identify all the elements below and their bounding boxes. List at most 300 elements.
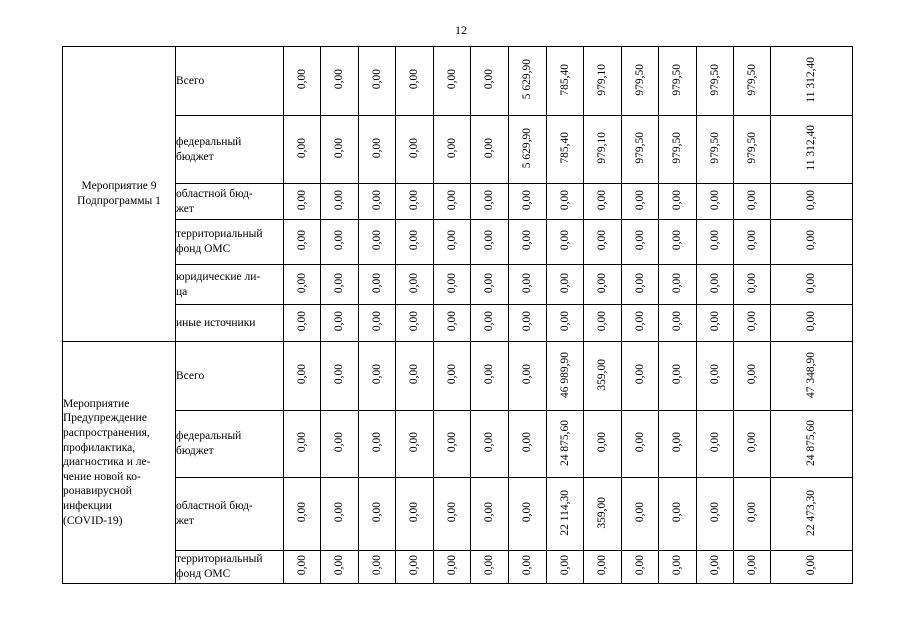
amount-cell: [697, 265, 734, 305]
amount-cell: [697, 478, 734, 551]
amount-cell: [697, 184, 734, 220]
amount-cell: [359, 220, 396, 265]
amount-value: 785,40: [558, 63, 571, 96]
amount-value: 0,00: [295, 69, 308, 90]
amount-cell: [321, 184, 359, 220]
funding-source-cell: территориальный фонд ОМС: [176, 551, 284, 584]
amount-value: 0,00: [521, 432, 533, 453]
amount-cell: [284, 411, 321, 478]
amount-value: 0,00: [805, 555, 817, 576]
amount-value: 0,00: [483, 555, 495, 576]
table-row: [63, 342, 853, 411]
amount-cell: [396, 411, 434, 478]
amount-cell: [622, 265, 659, 305]
amount-cell: [434, 342, 471, 411]
amount-cell: [659, 116, 697, 184]
amount-value: 0,00: [633, 272, 646, 294]
amount-cell: [509, 184, 547, 220]
amount-value: 0,00: [805, 189, 817, 211]
amount-value: 0,00: [445, 432, 458, 453]
amount-value: 0,00: [558, 189, 571, 211]
amount-cell: [771, 184, 853, 220]
amount-value: 0,00: [596, 230, 608, 251]
table-row: [63, 184, 853, 220]
amount-value: 0,00: [295, 432, 308, 453]
amount-value: 0,00: [483, 69, 495, 90]
amount-cell: [284, 265, 321, 305]
amount-cell: [359, 342, 396, 411]
amount-value: 979,50: [708, 63, 721, 96]
table-row: [63, 478, 853, 551]
amount-value: 0,00: [558, 272, 571, 294]
amount-value: 979,50: [633, 63, 646, 96]
amount-value: 0,00: [333, 272, 345, 294]
amount-cell: [434, 116, 471, 184]
amount-value: 979,10: [596, 132, 608, 164]
page-number: 12: [455, 23, 467, 37]
amount-cell: [321, 47, 359, 116]
amount-cell: [471, 342, 509, 411]
amount-cell: [584, 47, 622, 116]
amount-value: 979,50: [671, 63, 683, 96]
amount-cell: [734, 220, 771, 265]
amount-cell: [359, 116, 396, 184]
amount-value: 0,00: [805, 272, 817, 294]
amount-cell: [734, 47, 771, 116]
amount-cell: [471, 411, 509, 478]
amount-value: 0,00: [708, 311, 721, 332]
amount-cell: [321, 411, 359, 478]
funding-table-body: [63, 47, 853, 584]
amount-value: 0,00: [445, 69, 458, 90]
amount-value: 0,00: [708, 230, 721, 251]
amount-cell: [734, 305, 771, 342]
amount-cell: [471, 116, 509, 184]
amount-cell: [659, 411, 697, 478]
amount-value: 0,00: [521, 311, 533, 332]
amount-cell: [509, 220, 547, 265]
amount-value: 0,00: [745, 272, 758, 294]
amount-value: 0,00: [671, 272, 683, 294]
amount-cell: [622, 116, 659, 184]
amount-value: 0,00: [370, 230, 383, 251]
amount-cell: [471, 478, 509, 551]
amount-value: 0,00: [671, 189, 683, 211]
amount-cell: [321, 478, 359, 551]
amount-cell: [584, 220, 622, 265]
amount-value: 24 875,60: [805, 419, 817, 466]
amount-value: 0,00: [745, 189, 758, 211]
amount-cell: [284, 305, 321, 342]
amount-cell: [547, 116, 584, 184]
amount-cell: [547, 478, 584, 551]
amount-cell: [547, 305, 584, 342]
amount-value: 0,00: [596, 272, 608, 294]
amount-cell: [584, 411, 622, 478]
amount-value: 0,00: [408, 230, 420, 251]
amount-value: 0,00: [408, 272, 420, 294]
amount-cell: [659, 478, 697, 551]
amount-cell: [471, 551, 509, 584]
amount-cell: [547, 342, 584, 411]
amount-cell: [547, 184, 584, 220]
amount-cell: [471, 47, 509, 116]
amount-cell: [284, 116, 321, 184]
amount-value: 0,00: [370, 272, 383, 294]
amount-value: 0,00: [445, 364, 458, 385]
amount-value: 0,00: [671, 502, 683, 523]
amount-cell: [509, 342, 547, 411]
amount-cell: [622, 305, 659, 342]
amount-value: 5 629,90: [521, 59, 533, 100]
amount-value: 0,00: [408, 189, 420, 211]
amount-cell: [471, 220, 509, 265]
amount-value: 0,00: [408, 137, 420, 159]
amount-cell: [434, 411, 471, 478]
amount-value: 0,00: [521, 502, 533, 523]
amount-value: 0,00: [445, 137, 458, 159]
funding-source-cell: федеральный бюджет: [176, 411, 284, 478]
amount-cell: [771, 265, 853, 305]
amount-cell: [771, 220, 853, 265]
amount-value: 0,00: [445, 230, 458, 251]
amount-value: 0,00: [333, 364, 345, 385]
amount-value: 11 312,40: [805, 125, 817, 171]
amount-value: 0,00: [708, 189, 721, 211]
activity-name-cell: Мероприятие Предупреждение распространения, профилактика, диагностика и ле- чение новой ко- ронавирусной инфекции (COVID-19): [63, 342, 176, 584]
amount-cell: [584, 342, 622, 411]
amount-value: 359,00: [596, 358, 608, 391]
amount-value: 0,00: [745, 502, 758, 523]
amount-cell: [771, 116, 853, 184]
amount-cell: [547, 220, 584, 265]
amount-cell: [284, 220, 321, 265]
amount-cell: [396, 551, 434, 584]
amount-value: 11 312,40: [805, 56, 817, 103]
amount-value: 979,50: [671, 132, 683, 164]
amount-value: 0,00: [408, 69, 420, 90]
amount-value: 0,00: [295, 502, 308, 523]
amount-value: 0,00: [483, 364, 495, 385]
amount-cell: [396, 184, 434, 220]
amount-value: 0,00: [370, 189, 383, 211]
amount-value: 0,00: [558, 230, 571, 251]
amount-cell: [284, 184, 321, 220]
amount-value: 0,00: [295, 272, 308, 294]
amount-value: 0,00: [745, 230, 758, 251]
amount-value: 0,00: [333, 432, 345, 453]
amount-cell: [434, 184, 471, 220]
amount-value: 0,00: [745, 432, 758, 453]
amount-value: 0,00: [596, 432, 608, 453]
table-row: [63, 265, 853, 305]
amount-cell: [771, 551, 853, 584]
amount-cell: [584, 551, 622, 584]
amount-cell: [697, 551, 734, 584]
amount-value: 785,40: [558, 132, 571, 164]
amount-value: 0,00: [408, 502, 420, 523]
amount-cell: [471, 184, 509, 220]
table-row: [63, 551, 853, 584]
amount-cell: [434, 551, 471, 584]
amount-value: 0,00: [295, 364, 308, 385]
amount-value: 0,00: [333, 230, 345, 251]
amount-value: 22 473,30: [805, 489, 817, 536]
amount-cell: [622, 184, 659, 220]
amount-cell: [622, 551, 659, 584]
amount-value: 0,00: [445, 555, 458, 576]
amount-cell: [396, 305, 434, 342]
amount-cell: [509, 305, 547, 342]
amount-cell: [622, 47, 659, 116]
table-row: [63, 47, 853, 116]
amount-value: 979,50: [745, 63, 758, 96]
amount-cell: [359, 184, 396, 220]
amount-value: 0,00: [633, 364, 646, 385]
amount-cell: [321, 305, 359, 342]
amount-cell: [359, 478, 396, 551]
amount-value: 0,00: [370, 311, 383, 332]
amount-value: 0,00: [295, 230, 308, 251]
amount-cell: [359, 551, 396, 584]
funding-table: [62, 46, 853, 584]
amount-value: 0,00: [671, 364, 683, 385]
amount-cell: [659, 220, 697, 265]
amount-cell: [734, 265, 771, 305]
amount-value: 0,00: [408, 432, 420, 453]
amount-cell: [434, 220, 471, 265]
activity-name-cell: Мероприятие 9 Подпрограммы 1: [63, 47, 176, 342]
amount-value: 0,00: [633, 189, 646, 211]
amount-value: 0,00: [333, 555, 345, 576]
amount-cell: [697, 220, 734, 265]
amount-value: 0,00: [558, 555, 571, 576]
amount-value: 0,00: [370, 69, 383, 90]
funding-source-cell: иные источники: [176, 305, 284, 342]
amount-value: 0,00: [521, 272, 533, 294]
amount-cell: [471, 265, 509, 305]
amount-cell: [547, 411, 584, 478]
amount-value: 0,00: [370, 432, 383, 453]
amount-cell: [734, 342, 771, 411]
amount-cell: [771, 342, 853, 411]
amount-value: 0,00: [521, 230, 533, 251]
amount-cell: [434, 478, 471, 551]
amount-value: 0,00: [295, 137, 308, 159]
amount-value: 0,00: [370, 555, 383, 576]
amount-cell: [396, 342, 434, 411]
amount-value: 47 348,90: [805, 351, 817, 398]
funding-source-cell: юридические ли- ца: [176, 265, 284, 305]
amount-cell: [284, 478, 321, 551]
amount-value: 0,00: [708, 432, 721, 453]
amount-value: 0,00: [708, 502, 721, 523]
amount-cell: [321, 342, 359, 411]
amount-cell: [434, 47, 471, 116]
amount-value: 0,00: [671, 311, 683, 332]
amount-cell: [321, 220, 359, 265]
amount-cell: [659, 47, 697, 116]
amount-cell: [697, 305, 734, 342]
amount-cell: [622, 220, 659, 265]
funding-source-cell: территориальный фонд ОМС: [176, 220, 284, 265]
amount-value: 0,00: [745, 555, 758, 576]
amount-value: 0,00: [671, 230, 683, 251]
amount-cell: [321, 551, 359, 584]
amount-cell: [547, 551, 584, 584]
amount-value: 0,00: [370, 137, 383, 159]
amount-value: 0,00: [333, 189, 345, 211]
amount-value: 979,50: [745, 132, 758, 164]
amount-value: 0,00: [408, 555, 420, 576]
amount-cell: [584, 116, 622, 184]
amount-value: 0,00: [483, 272, 495, 294]
amount-value: 359,00: [596, 496, 608, 529]
amount-cell: [584, 305, 622, 342]
amount-value: 0,00: [483, 311, 495, 332]
amount-cell: [509, 478, 547, 551]
amount-cell: [284, 551, 321, 584]
amount-value: 0,00: [445, 272, 458, 294]
amount-value: 0,00: [633, 555, 646, 576]
amount-cell: [359, 411, 396, 478]
amount-value: 24 875,60: [558, 419, 571, 466]
amount-cell: [321, 265, 359, 305]
amount-value: 0,00: [483, 432, 495, 453]
amount-cell: [734, 478, 771, 551]
amount-cell: [396, 220, 434, 265]
amount-value: 0,00: [408, 311, 420, 332]
amount-cell: [771, 47, 853, 116]
amount-value: 0,00: [671, 555, 683, 576]
amount-cell: [434, 305, 471, 342]
table-row: [63, 411, 853, 478]
amount-cell: [659, 305, 697, 342]
table-row: [63, 305, 853, 342]
amount-cell: [659, 342, 697, 411]
amount-cell: [359, 305, 396, 342]
amount-value: 0,00: [295, 189, 308, 211]
amount-value: 0,00: [483, 189, 495, 211]
amount-cell: [434, 265, 471, 305]
amount-cell: [547, 265, 584, 305]
amount-value: 0,00: [333, 69, 345, 90]
amount-cell: [509, 47, 547, 116]
amount-value: 0,00: [596, 189, 608, 211]
amount-cell: [622, 478, 659, 551]
amount-value: 0,00: [333, 502, 345, 523]
amount-cell: [771, 305, 853, 342]
amount-cell: [659, 184, 697, 220]
amount-value: 979,50: [633, 132, 646, 164]
amount-cell: [771, 411, 853, 478]
amount-value: 0,00: [745, 311, 758, 332]
amount-value: 0,00: [521, 189, 533, 211]
amount-value: 0,00: [596, 311, 608, 332]
amount-value: 0,00: [633, 502, 646, 523]
amount-value: 0,00: [558, 311, 571, 332]
amount-value: 0,00: [445, 502, 458, 523]
amount-cell: [659, 551, 697, 584]
amount-cell: [659, 265, 697, 305]
table-row: [63, 116, 853, 184]
amount-value: 0,00: [805, 230, 817, 251]
amount-cell: [584, 184, 622, 220]
amount-value: 0,00: [408, 364, 420, 385]
amount-cell: [509, 116, 547, 184]
amount-value: 0,00: [633, 311, 646, 332]
amount-cell: [547, 47, 584, 116]
amount-cell: [359, 265, 396, 305]
amount-cell: [359, 47, 396, 116]
amount-value: 0,00: [708, 364, 721, 385]
amount-value: 5 629,90: [521, 127, 533, 169]
amount-value: 22 114,30: [558, 489, 571, 536]
amount-value: 0,00: [633, 230, 646, 251]
funding-source-cell: областной бюд- жет: [176, 184, 284, 220]
amount-value: 0,00: [333, 137, 345, 159]
amount-value: 979,50: [708, 132, 721, 164]
amount-cell: [734, 551, 771, 584]
amount-value: 0,00: [483, 137, 495, 159]
amount-value: 0,00: [295, 555, 308, 576]
amount-value: 46 989,90: [558, 351, 571, 398]
amount-value: 0,00: [333, 311, 345, 332]
amount-cell: [734, 116, 771, 184]
amount-cell: [697, 342, 734, 411]
amount-value: 0,00: [483, 230, 495, 251]
amount-value: 0,00: [370, 502, 383, 523]
amount-value: 0,00: [521, 364, 533, 385]
amount-cell: [471, 305, 509, 342]
amount-cell: [622, 411, 659, 478]
amount-value: 0,00: [671, 432, 683, 453]
amount-cell: [697, 116, 734, 184]
amount-cell: [396, 47, 434, 116]
amount-cell: [509, 551, 547, 584]
amount-cell: [396, 478, 434, 551]
amount-value: 979,10: [596, 63, 608, 96]
amount-value: 0,00: [445, 311, 458, 332]
amount-value: 0,00: [596, 555, 608, 576]
amount-cell: [396, 265, 434, 305]
amount-value: 0,00: [633, 432, 646, 453]
amount-cell: [771, 478, 853, 551]
amount-cell: [321, 116, 359, 184]
amount-cell: [584, 265, 622, 305]
amount-value: 0,00: [295, 311, 308, 332]
amount-cell: [284, 47, 321, 116]
amount-cell: [622, 342, 659, 411]
amount-value: 0,00: [708, 272, 721, 294]
table-row: [63, 220, 853, 265]
amount-cell: [509, 265, 547, 305]
funding-source-cell: областной бюд- жет: [176, 478, 284, 551]
amount-value: 0,00: [445, 189, 458, 211]
amount-cell: [584, 478, 622, 551]
amount-value: 0,00: [805, 311, 817, 332]
amount-cell: [734, 411, 771, 478]
amount-cell: [697, 411, 734, 478]
amount-cell: [509, 411, 547, 478]
funding-source-cell: Всего: [176, 47, 284, 116]
funding-source-cell: Всего: [176, 342, 284, 411]
amount-value: 0,00: [745, 364, 758, 385]
amount-value: 0,00: [483, 502, 495, 523]
amount-cell: [396, 116, 434, 184]
amount-cell: [734, 184, 771, 220]
amount-value: 0,00: [370, 364, 383, 385]
